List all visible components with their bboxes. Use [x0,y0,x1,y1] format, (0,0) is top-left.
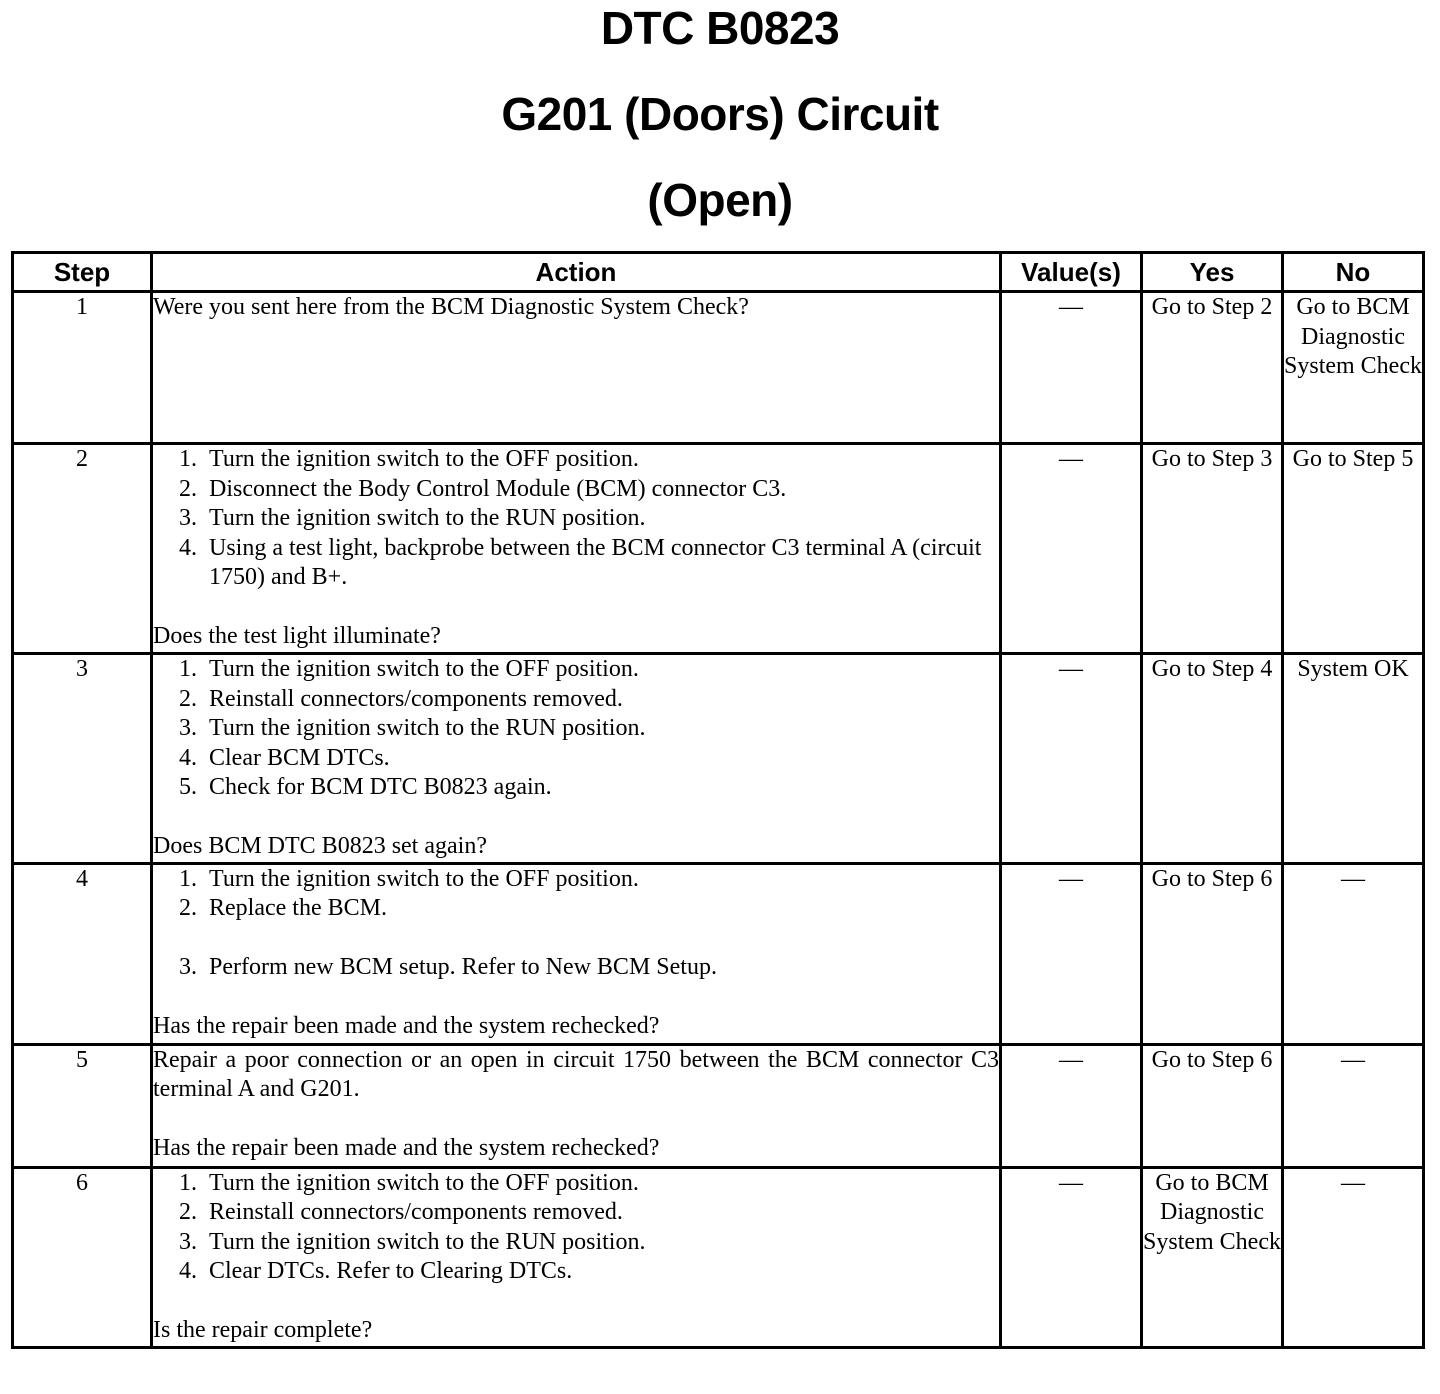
action-item: Turn the ignition switch to the RUN position. [209,1228,646,1255]
action-list [153,1169,999,1287]
action-question: Does BCM DTC B0823 set again? [153,833,487,859]
action-item: Check for BCM DTC B0823 again. [209,774,552,800]
no-outcome: System OK [1283,654,1424,864]
action-item: Reinstall connectors/components removed. [209,1199,623,1225]
value-cell: — [1001,292,1142,444]
action-item: Turn the ignition switch to the OFF position. [209,446,639,472]
action-cell [152,1044,1001,1167]
action-item: Using a test light, backprobe between the BCM connector C3 terminal A (circuit 1750) and B+. [209,534,982,590]
action-cell [152,654,1001,864]
action-text: Repair a poor connection or an open in circuit 1750 between the BCM connector C3 terminal A and G201. [153,1046,999,1102]
action-question: Has the repair been made and the system rechecked? [153,1135,660,1161]
table-row [13,654,1424,864]
step-number: 2 [13,444,152,654]
yes-outcome: Go to Step 6 [1142,1044,1283,1167]
action-question: Does the test light illuminate? [153,623,441,649]
step-number: 6 [13,1167,152,1347]
value-cell: — [1001,1167,1142,1347]
action-item: Turn the ignition switch to the OFF position. [209,1169,639,1196]
no-outcome: Go to BCM Diagnostic System Check [1283,292,1424,444]
header-yes: Yes [1142,253,1283,292]
table-row [13,292,1424,444]
value-cell: — [1001,444,1142,654]
value-cell: — [1001,863,1142,1044]
step-number: 4 [13,863,152,1044]
no-outcome: Go to Step 5 [1283,444,1424,654]
title-dtc-code: DTC B0823 [600,2,840,54]
table-row [13,1044,1424,1167]
yes-outcome: Go to Step 4 [1142,654,1283,864]
action-item: Turn the ignition switch to the RUN position. [209,505,646,531]
no-outcome: — [1283,863,1424,1044]
table-row [13,863,1424,1044]
header-values: Value(s) [1001,253,1142,292]
action-item: Perform new BCM setup. Refer to New BCM Setup. [209,954,717,980]
action-cell [152,863,1001,1044]
action-item: Turn the ignition switch to the OFF position. [209,865,639,892]
step-number: 3 [13,654,152,864]
action-item: Disconnect the Body Control Module (BCM) connector C3. [209,475,787,502]
table-header-row [13,253,1424,292]
action-item: Reinstall connectors/components removed. [209,685,623,712]
value-cell: — [1001,1044,1142,1167]
action-cell [152,1167,1001,1347]
no-outcome: — [1283,1167,1424,1347]
no-outcome: — [1283,1044,1424,1167]
header-step: Step [13,253,152,292]
yes-outcome: Go to Step 6 [1142,863,1283,1044]
action-item: Turn the ignition switch to the OFF position. [209,656,639,682]
title-circuit: G201 (Doors) Circuit [501,88,939,140]
action-question: Has the repair been made and the system rechecked? [153,1013,660,1039]
header-no: No [1283,253,1424,292]
diagnostic-table [11,251,1425,1349]
action-list [153,865,999,983]
step-number: 1 [13,292,152,444]
yes-outcome: Go to Step 2 [1142,292,1283,444]
action-text: Were you sent here from the BCM Diagnostic System Check? [153,294,749,320]
table-row [13,444,1424,654]
header-action: Action [152,253,1001,292]
action-cell [152,444,1001,654]
yes-outcome: Go to BCM Diagnostic System Check [1142,1167,1283,1347]
action-item: Replace the BCM. [209,895,387,921]
yes-outcome: Go to Step 3 [1142,444,1283,654]
action-cell [152,292,1001,444]
action-item: Clear BCM DTCs. [209,744,390,771]
action-list [153,445,999,593]
action-item: Turn the ignition switch to the RUN position. [209,715,646,741]
action-question: Is the repair complete? [153,1317,373,1343]
step-number: 5 [13,1044,152,1167]
action-item: Clear DTCs. Refer to Clearing DTCs. [209,1258,573,1284]
table-row [13,1167,1424,1347]
action-list [153,655,999,803]
title-condition: (Open) [647,174,793,226]
value-cell: — [1001,654,1142,864]
